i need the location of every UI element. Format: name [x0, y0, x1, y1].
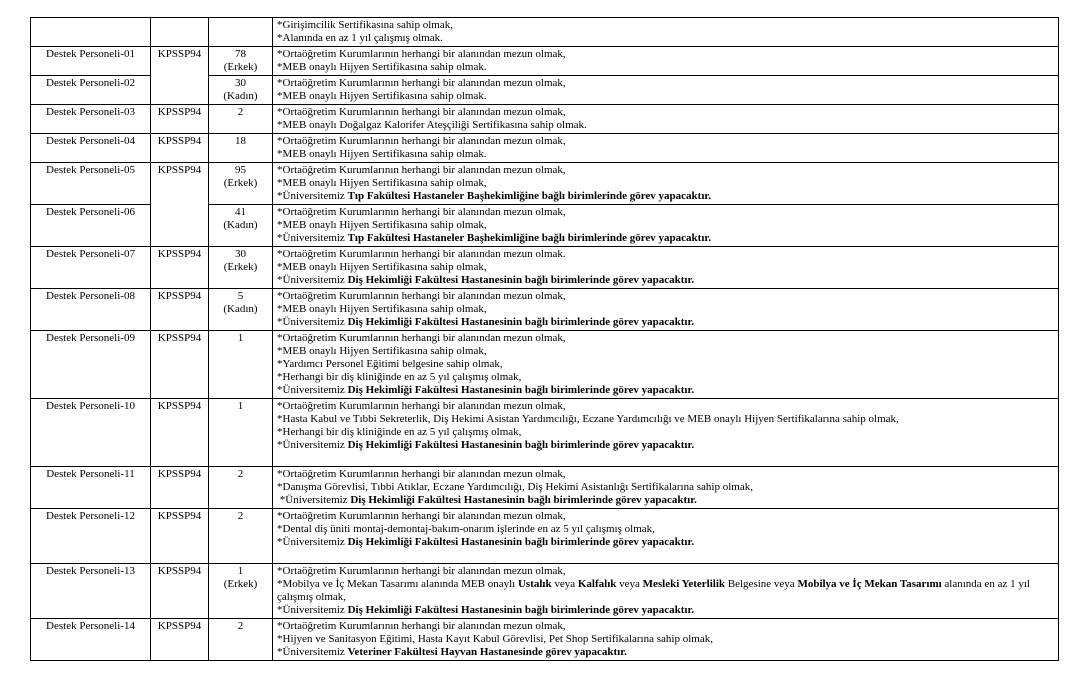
quota-cell	[209, 105, 273, 134]
requirement-text: *Ortaöğretim Kurumlarının herhangi bir alanından mezun olmak,	[277, 206, 566, 218]
requirement-line	[277, 261, 1054, 274]
requirement-line	[277, 384, 1054, 397]
position-title-cell: Destek Personeli-11	[31, 467, 151, 509]
quota-cell	[209, 331, 273, 399]
requirement-text: *Üniversitemiz	[277, 190, 348, 202]
requirement-emphasis-text: Diş Hekimliği Fakültesi Hastanesinin bağlı birimlerinde görev yapacaktır.	[347, 274, 695, 286]
requirement-line	[277, 106, 1054, 119]
quota-cell	[209, 47, 273, 76]
requirement-text: veya	[616, 578, 643, 590]
requirement-line	[277, 510, 1054, 523]
table-row	[31, 105, 1059, 134]
requirements-cell	[273, 509, 1059, 564]
kpss-score-type-cell: KPSSP94	[151, 509, 209, 564]
requirement-emphasis-text: Diş Hekimliği Fakültesi Hastanesinin bağlı birimlerinde görev yapacaktır.	[347, 384, 695, 396]
kpss-score-type-cell: KPSSP94	[151, 619, 209, 661]
requirement-text: *Mobilya ve İç Mekan Tasarımı alanında MEB onaylı	[277, 578, 518, 590]
requirement-text: *Hasta Kabul ve Tıbbi Sekreterlik, Diş Hekimi Asistan Yardımcılığı, Eczane Yardımcılığı ve MEB onaylı Hijyen Sertifikalarına sahip olmak,	[277, 413, 899, 425]
table-row	[31, 467, 1059, 509]
requirement-text: *Ortaöğretim Kurumlarının herhangi bir alanından mezun olmak,	[277, 106, 566, 118]
requirement-line	[277, 439, 1054, 452]
position-title-cell: Destek Personeli-05	[31, 163, 151, 205]
requirement-line	[277, 549, 1054, 562]
requirement-text: *MEB onaylı Hijyen Sertifikasına sahip olmak,	[277, 177, 487, 189]
position-title-cell: Destek Personeli-03	[31, 105, 151, 134]
requirement-line	[277, 494, 1054, 507]
requirements-cell	[273, 105, 1059, 134]
quota-line: (Erkek)	[223, 177, 258, 189]
requirement-line	[277, 316, 1054, 329]
requirement-text: *MEB onaylı Hijyen Sertifikasına sahip olmak,	[277, 219, 487, 231]
requirement-text: *Herhangi bir diş kliniğinde en az 5 yıl çalışmış olmak,	[277, 371, 522, 383]
quota-cell	[209, 509, 273, 564]
requirement-emphasis-text: Tıp Fakültesi Hastaneler Başhekimliğine bağlı birimlerinde görev yapacaktır.	[347, 232, 712, 244]
requirement-text: *Üniversitemiz	[277, 232, 348, 244]
quota-line: 2	[237, 106, 244, 118]
requirement-text: *Ortaöğretim Kurumlarının herhangi bir alanından mezun olmak,	[277, 164, 566, 176]
requirement-line	[277, 248, 1054, 261]
requirement-line	[277, 620, 1054, 633]
requirement-emphasis-text: Mobilya ve İç Mekan Tasarımı	[797, 578, 942, 590]
requirement-text: *Ortaöğretim Kurumlarının herhangi bir alanından mezun olmak,	[277, 332, 566, 344]
requirement-text: *MEB onaylı Hijyen Sertifikasına sahip olmak,	[277, 261, 487, 273]
kpss-score-type-cell: KPSSP94	[151, 247, 209, 289]
position-title-cell: Destek Personeli-12	[31, 509, 151, 564]
kpss-score-type-cell: KPSSP94	[151, 105, 209, 134]
requirement-emphasis-text: Diş Hekimliği Fakültesi Hastanesinin bağlı birimlerinde görev yapacaktır.	[350, 494, 697, 506]
position-title-cell: Destek Personeli-07	[31, 247, 151, 289]
quota-line: 2	[237, 510, 244, 522]
table-row	[31, 331, 1059, 399]
requirement-line	[277, 358, 1054, 371]
requirement-line	[277, 219, 1054, 232]
requirements-cell	[273, 18, 1059, 47]
quota-line: 41	[235, 206, 246, 218]
quota-line: 1	[237, 332, 244, 344]
quota-line: 18	[235, 135, 246, 147]
quota-line: 1	[237, 565, 244, 577]
quota-cell	[209, 18, 273, 47]
quota-cell	[209, 134, 273, 163]
requirement-text: *Üniversitemiz	[277, 494, 351, 506]
requirement-line	[277, 565, 1054, 578]
requirement-text: *Üniversitemiz	[277, 604, 348, 616]
quota-line: 30	[235, 248, 246, 260]
table-row	[31, 399, 1059, 467]
requirement-text: *Hijyen ve Sanitasyon Eğitimi, Hasta Kayıt Kabul Görevlisi, Pet Shop Sertifikalarına sahip olmak,	[277, 633, 713, 645]
quota-cell	[209, 247, 273, 289]
requirement-line	[277, 523, 1054, 536]
requirement-line	[277, 426, 1054, 439]
requirement-line	[277, 135, 1054, 148]
requirements-cell	[273, 76, 1059, 105]
requirement-line	[277, 90, 1054, 103]
requirement-line	[277, 345, 1054, 358]
requirement-line	[277, 578, 1054, 604]
requirement-text: *Herhangi bir diş kliniğinde en az 5 yıl çalışmış olmak,	[277, 426, 522, 438]
position-title-cell: Destek Personeli-09	[31, 331, 151, 399]
quota-line: (Erkek)	[223, 261, 258, 273]
requirement-text: *MEB onaylı Hijyen Sertifikasına sahip olmak,	[277, 303, 487, 315]
requirement-line	[277, 604, 1054, 617]
requirement-text: *Ortaöğretim Kurumlarının herhangi bir alanından mezun olmak,	[277, 468, 566, 480]
requirement-text: *MEB onaylı Hijyen Sertifikasına sahip olmak,	[277, 345, 487, 357]
requirement-text: *MEB onaylı Hijyen Sertifikasına sahip olmak.	[277, 90, 487, 102]
requirement-line	[277, 413, 1054, 426]
quota-line: 1	[237, 400, 244, 412]
quota-line: 2	[237, 620, 244, 632]
requirement-line	[277, 290, 1054, 303]
position-title-cell: Destek Personeli-10	[31, 399, 151, 467]
table-row	[31, 18, 1059, 47]
requirement-text: *Girişimcilik Sertifikasına sahip olmak,	[277, 19, 453, 31]
requirement-text: *Üniversitemiz	[277, 536, 348, 548]
requirement-emphasis-text: Ustalık	[517, 578, 552, 590]
requirement-text: *Ortaöğretim Kurumlarının herhangi bir alanından mezun olmak,	[277, 135, 566, 147]
quota-cell	[209, 564, 273, 619]
quota-line: 30	[235, 77, 246, 89]
requirement-line	[277, 332, 1054, 345]
requirement-text: *Danışma Görevlisi, Tıbbi Atıklar, Eczane Yardımcılığı, Diş Hekimi Asistanlığı Sertifikalarına sahip olmak,	[277, 481, 753, 493]
requirement-line	[277, 77, 1054, 90]
requirement-emphasis-text: Tıp Fakültesi Hastaneler Başhekimliğine bağlı birimlerinde görev yapacaktır.	[347, 190, 712, 202]
position-title-cell: Destek Personeli-13	[31, 564, 151, 619]
requirement-emphasis-text: Diş Hekimliği Fakültesi Hastanesinin bağlı birimlerinde görev yapacaktır.	[347, 439, 695, 451]
requirement-text: *Üniversitemiz	[277, 384, 348, 396]
requirement-line	[277, 119, 1054, 132]
requirements-cell	[273, 134, 1059, 163]
requirement-line	[277, 468, 1054, 481]
requirement-line	[277, 303, 1054, 316]
requirements-cell	[273, 399, 1059, 467]
job-positions-table-body	[31, 18, 1059, 661]
requirement-text: *Üniversitemiz	[277, 646, 348, 658]
quota-cell	[209, 467, 273, 509]
requirement-emphasis-text: Diş Hekimliği Fakültesi Hastanesinin bağlı birimlerinde görev yapacaktır.	[347, 604, 695, 616]
kpss-score-type-cell	[151, 18, 209, 47]
quota-line: 78	[235, 48, 246, 60]
quota-cell	[209, 205, 273, 247]
quota-line: 2	[237, 468, 244, 480]
quota-line: 95	[235, 164, 246, 176]
requirement-text: *Ortaöğretim Kurumlarının herhangi bir alanından mezun olmak,	[277, 77, 566, 89]
table-row	[31, 134, 1059, 163]
requirements-cell	[273, 619, 1059, 661]
requirement-line	[277, 61, 1054, 74]
requirement-line	[277, 452, 1054, 465]
position-title-cell: Destek Personeli-06	[31, 205, 151, 247]
requirement-line	[277, 274, 1054, 287]
requirement-line	[277, 190, 1054, 203]
quota-line: (Kadın)	[223, 303, 258, 315]
requirement-emphasis-text: Kalfalık	[577, 578, 617, 590]
requirement-line	[277, 646, 1054, 659]
requirement-text: *Üniversitemiz	[277, 274, 348, 286]
quota-cell	[209, 399, 273, 467]
requirement-text: *Üniversitemiz	[277, 316, 348, 328]
requirement-text: *MEB onaylı Doğalgaz Kalorifer Ateşçiliği Sertifikasına sahip olmak.	[277, 119, 587, 131]
requirements-cell	[273, 47, 1059, 76]
kpss-score-type-cell: KPSSP94	[151, 163, 209, 247]
requirement-line	[277, 400, 1054, 413]
requirement-line	[277, 232, 1054, 245]
table-row	[31, 163, 1059, 205]
requirement-text: *Ortaöğretim Kurumlarının herhangi bir alanından mezun olmak,	[277, 48, 566, 60]
table-row	[31, 47, 1059, 76]
quota-line: (Erkek)	[223, 61, 258, 73]
kpss-score-type-cell: KPSSP94	[151, 134, 209, 163]
kpss-score-type-cell: KPSSP94	[151, 399, 209, 467]
table-row	[31, 619, 1059, 661]
table-row	[31, 509, 1059, 564]
quota-cell	[209, 619, 273, 661]
requirements-cell	[273, 331, 1059, 399]
requirement-emphasis-text: Diş Hekimliği Fakültesi Hastanesinin bağlı birimlerinde görev yapacaktır.	[347, 316, 695, 328]
kpss-score-type-cell: KPSSP94	[151, 47, 209, 105]
quota-cell	[209, 163, 273, 205]
requirement-line	[277, 206, 1054, 219]
table-row	[31, 247, 1059, 289]
requirement-line	[277, 19, 1054, 32]
requirement-text: *Ortaöğretim Kurumlarının herhangi bir alanından mezun olmak.	[277, 248, 566, 260]
kpss-score-type-cell: KPSSP94	[151, 467, 209, 509]
requirements-cell	[273, 564, 1059, 619]
kpss-score-type-cell: KPSSP94	[151, 331, 209, 399]
quota-line: (Erkek)	[223, 578, 258, 590]
requirement-line	[277, 32, 1054, 45]
requirement-line	[277, 164, 1054, 177]
requirements-cell	[273, 467, 1059, 509]
requirements-cell	[273, 289, 1059, 331]
requirement-text: alanında en az 1 yıl çalışmış olmak,	[277, 578, 1033, 603]
quota-cell	[209, 76, 273, 105]
requirement-text: Belgesine veya	[725, 578, 798, 590]
quota-cell	[209, 289, 273, 331]
position-title-cell	[31, 18, 151, 47]
job-positions-table	[30, 17, 1059, 661]
requirement-line	[277, 177, 1054, 190]
requirement-emphasis-text: Mesleki Yeterlilik	[642, 578, 726, 590]
requirement-text: *Ortaöğretim Kurumlarının herhangi bir alanından mezun olmak,	[277, 565, 566, 577]
quota-line: 5	[237, 290, 244, 302]
table-row	[31, 564, 1059, 619]
requirement-line	[277, 536, 1054, 549]
requirement-text: *Ortaöğretim Kurumlarının herhangi bir alanından mezun olmak,	[277, 510, 566, 522]
table-row	[31, 289, 1059, 331]
requirements-cell	[273, 247, 1059, 289]
requirement-text: *Ortaöğretim Kurumlarının herhangi bir alanından mezun olmak,	[277, 400, 566, 412]
requirement-text: *Üniversitemiz	[277, 439, 348, 451]
position-title-cell: Destek Personeli-02	[31, 76, 151, 105]
position-title-cell: Destek Personeli-01	[31, 47, 151, 76]
requirement-text: *Alanında en az 1 yıl çalışmış olmak.	[277, 32, 443, 44]
position-title-cell: Destek Personeli-04	[31, 134, 151, 163]
requirement-line	[277, 633, 1054, 646]
quota-line: (Kadın)	[223, 90, 258, 102]
requirement-text: veya	[551, 578, 578, 590]
requirement-line	[277, 148, 1054, 161]
requirement-text: *MEB onaylı Hijyen Sertifikasına sahip olmak.	[277, 61, 487, 73]
kpss-score-type-cell: KPSSP94	[151, 289, 209, 331]
requirement-text: *MEB onaylı Hijyen Sertifikasına sahip olmak.	[277, 148, 487, 160]
requirements-cell	[273, 205, 1059, 247]
position-title-cell: Destek Personeli-14	[31, 619, 151, 661]
position-title-cell: Destek Personeli-08	[31, 289, 151, 331]
kpss-score-type-cell: KPSSP94	[151, 564, 209, 619]
requirement-text: *Ortaöğretim Kurumlarının herhangi bir alanından mezun olmak,	[277, 620, 566, 632]
requirement-emphasis-text: Veteriner Fakültesi Hayvan Hastanesinde görev yapacaktır.	[347, 646, 627, 658]
requirement-line	[277, 481, 1054, 494]
requirements-cell	[273, 163, 1059, 205]
requirement-line	[277, 48, 1054, 61]
requirement-text: *Ortaöğretim Kurumlarının herhangi bir alanından mezun olmak,	[277, 290, 566, 302]
requirement-text: *Yardımcı Personel Eğitimi belgesine sahip olmak,	[277, 358, 503, 370]
requirement-text: *Dental diş üniti montaj-demontaj-bakım-onarım işlerinde en az 5 yıl çalışmış olmak,	[277, 523, 655, 535]
requirement-emphasis-text: Diş Hekimliği Fakültesi Hastanesinin bağlı birimlerinde görev yapacaktır.	[347, 536, 695, 548]
requirement-line	[277, 371, 1054, 384]
quota-line: (Kadın)	[223, 219, 258, 231]
